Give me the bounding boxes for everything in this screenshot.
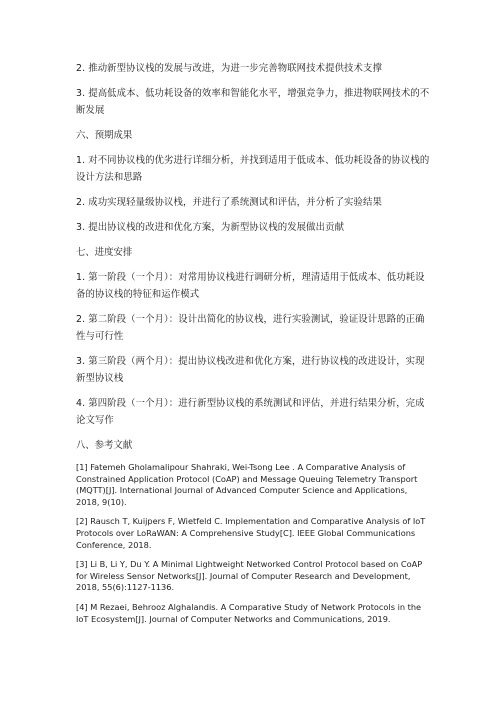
expected-result-item: 2. 成功实现轻量级协议栈，并进行了系统测试和评估，并分析了实验结果 (76, 197, 382, 208)
schedule-item: 1. 第一阶段（一个月）：对常用协议栈进行调研分析，理清适用于低成本、低功耗设备的协议栈的特征和运作模式 (76, 272, 425, 300)
document-body (76, 60, 432, 633)
schedule-item: 3. 第三阶段（两个月）：提出协议栈改进和优化方案，进行协议栈的改进设计，实现新型协议栈 (76, 356, 425, 384)
section-heading-references: 八、参考文献 (76, 440, 133, 451)
section-heading-schedule: 七、进度安排 (76, 247, 133, 258)
expected-result-item: 3. 提出协议栈的改进和优化方案，为新型协议栈的发展做出贡献 (76, 222, 345, 233)
section-heading-expected-results: 六、预期成果 (76, 130, 133, 141)
goal-item-2: 2. 推动新型协议栈的发展与改进，为进一步完善物联网技术提供技术支撑 (76, 63, 382, 74)
schedule-item: 4. 第四阶段（一个月）：进行新型协议栈的系统测试和评估，并进行结果分析，完成论文写作 (76, 398, 425, 426)
reference-item: [3] Li B, Li Y, Du Y. A Minimal Lightweight Networked Control Protocol based on CoAP for Wireless Sensor Networks[J]. Journal of Computer Research and Development, 2018, 55(6):1127-1136. (76, 559, 423, 593)
schedule-item: 2. 第二阶段（一个月）：设计出简化的协议栈，进行实验测试，验证设计思路的正确性与可行性 (76, 314, 425, 342)
reference-item: [2] Rausch T, Kuijpers F, Wietfeld C. Implementation and Comparative Analysis of IoT Protocols over LoRaWAN: A Comprehensive Study[C]. IEEE Global Communications Conference, 2018. (76, 516, 426, 550)
reference-item: [4] M Rezaei, Behrooz Alghalandis. A Comparative Study of Network Protocols in the IoT Ecosystem[J]. Journal of Computer Networks and Communications, 2019. (76, 601, 422, 624)
goal-item-3: 3. 提高低成本、低功耗设备的效率和智能化水平，增强竞争力，推进物联网技术的不断发展 (76, 88, 430, 116)
reference-item: [1] Fatemeh Gholamalipour Shahraki, Wei-Tsong Lee . A Comparative Analysis of Constrained Application Protocol (CoAP) and Message Queuing Telemetry Transport (MQTT)[J]. International Journal of Advanced Computer Science and Applications, 2018, 9(10). (76, 462, 418, 507)
expected-result-item: 1. 对不同协议栈的优劣进行详细分析，并找到适用于低成本、低功耗设备的协议栈的设计方法和思路 (76, 155, 430, 183)
